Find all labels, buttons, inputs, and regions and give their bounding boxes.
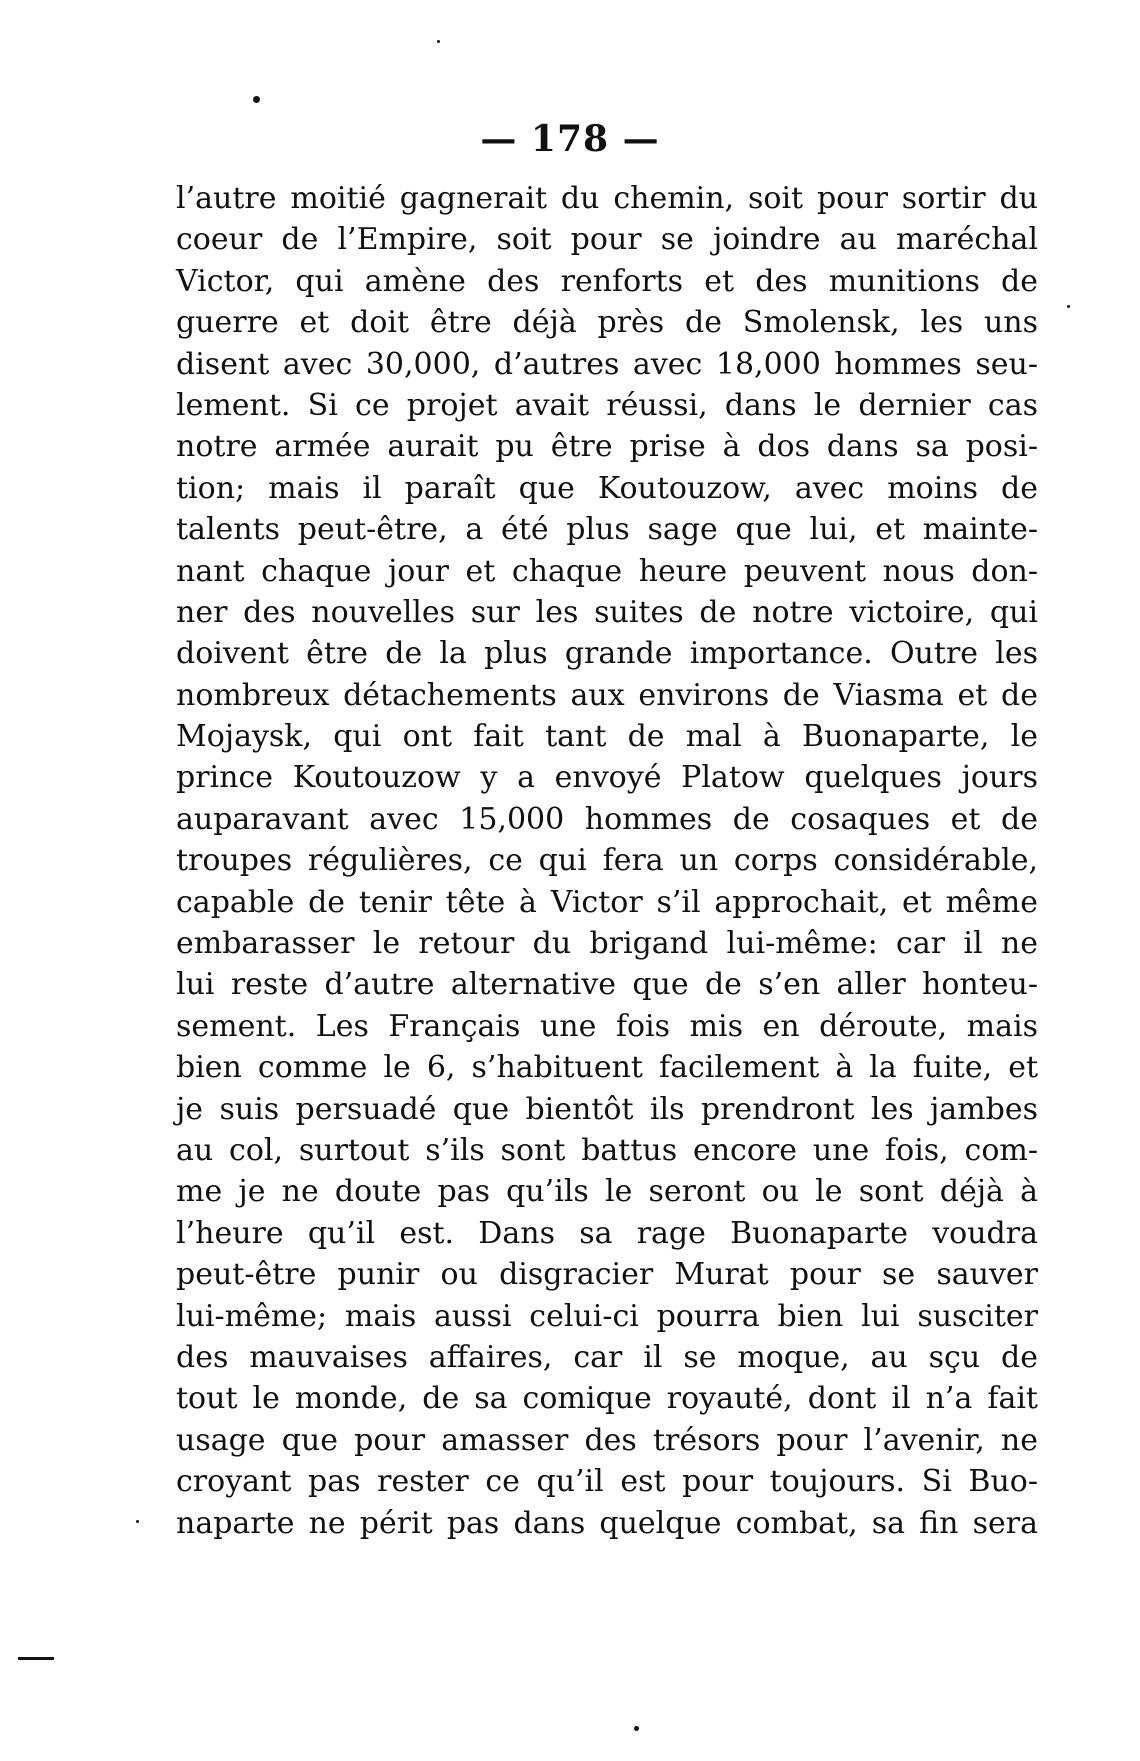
text-line: je suis persuadé que bientôt ils prendront les jambes [176, 1091, 1038, 1127]
text-line: nombreux détachements aux environs de Viasma et de [176, 677, 1038, 713]
text-line: usage que pour amasser des trésors pour l’avenir, ne [176, 1422, 1038, 1458]
text-line: lement. Si ce projet avait réussi, dans le dernier cas [176, 387, 1038, 423]
text-line: ner des nouvelles sur les suites de notre victoire, qui [176, 594, 1038, 630]
page-number: — 178 — [480, 118, 660, 160]
text-line: tout le monde, de sa comique royauté, dont il n’a fait [176, 1381, 1038, 1417]
print-speck [634, 1726, 639, 1731]
text-line: auparavant avec 15,000 hommes de cosaques et de [176, 801, 1038, 837]
text-line: des mauvaises affaires, car il se moque, au sçu de [176, 1339, 1038, 1375]
text-line: tion; mais il paraît que Koutouzow, avec moins de [176, 470, 1038, 506]
text-line: croyant pas rester ce qu’il est pour toujours. Si Buo- [176, 1464, 1038, 1500]
text-line: peut-être punir ou disgracier Murat pour se sauver [176, 1257, 1038, 1293]
print-speck [136, 1520, 139, 1523]
text-line: guerre et doit être déjà près de Smolensk, les uns [176, 305, 1038, 341]
text-line: l’heure qu’il est. Dans sa rage Buonaparte voudra [176, 1215, 1038, 1251]
print-speck [437, 40, 440, 43]
text-line: naparte ne périt pas dans quelque combat, sa fin sera [176, 1505, 1038, 1541]
text-line: sement. Les Français une fois mis en déroute, mais [176, 1008, 1038, 1044]
print-speck [253, 96, 260, 103]
text-line: lui-même; mais aussi celui-ci pourra bien lui susciter [176, 1298, 1038, 1334]
text-line: embarasser le retour du brigand lui-même: car il ne [176, 926, 1038, 962]
text-line: l’autre moitié gagnerait du chemin, soit pour sortir du [176, 181, 1038, 216]
text-line: lui reste d’autre alternative que de s’en aller honteu- [176, 967, 1038, 1003]
body-text [176, 178, 1038, 1544]
text-line: me je ne doute pas qu’ils le seront ou le sont déjà à [176, 1174, 1038, 1210]
text-line: Mojaysk, qui ont fait tant de mal à Buonaparte, le [176, 719, 1038, 755]
text-line: notre armée aurait pu être prise à dos dans sa posi- [176, 429, 1038, 465]
text-line: prince Koutouzow y a envoyé Platow quelques jours [176, 760, 1038, 796]
text-line: au col, surtout s’ils sont battus encore une fois, com- [176, 1132, 1038, 1168]
text-line: troupes régulières, ce qui fera un corps considérable, [176, 843, 1038, 879]
text-line: bien comme le 6, s’habituent facilement à la fuite, et [176, 1050, 1038, 1086]
text-line: talents peut-être, a été plus sage que lui, et mainte- [176, 512, 1038, 548]
text-line: capable de tenir tête à Victor s’il approchait, et même [176, 884, 1038, 920]
print-speck [1067, 305, 1070, 308]
text-line: nant chaque jour et chaque heure peuvent nous don- [176, 553, 1038, 589]
text-line: coeur de l’Empire, soit pour se joindre au maréchal [176, 222, 1038, 258]
text-line: doivent être de la plus grande importance. Outre les [176, 636, 1038, 672]
margin-dash-mark [18, 1657, 54, 1660]
text-line: Victor, qui amène des renforts et des munitions de [176, 263, 1038, 299]
text-line: disent avec 30,000, d’autres avec 18,000 hommes seu- [176, 346, 1038, 382]
